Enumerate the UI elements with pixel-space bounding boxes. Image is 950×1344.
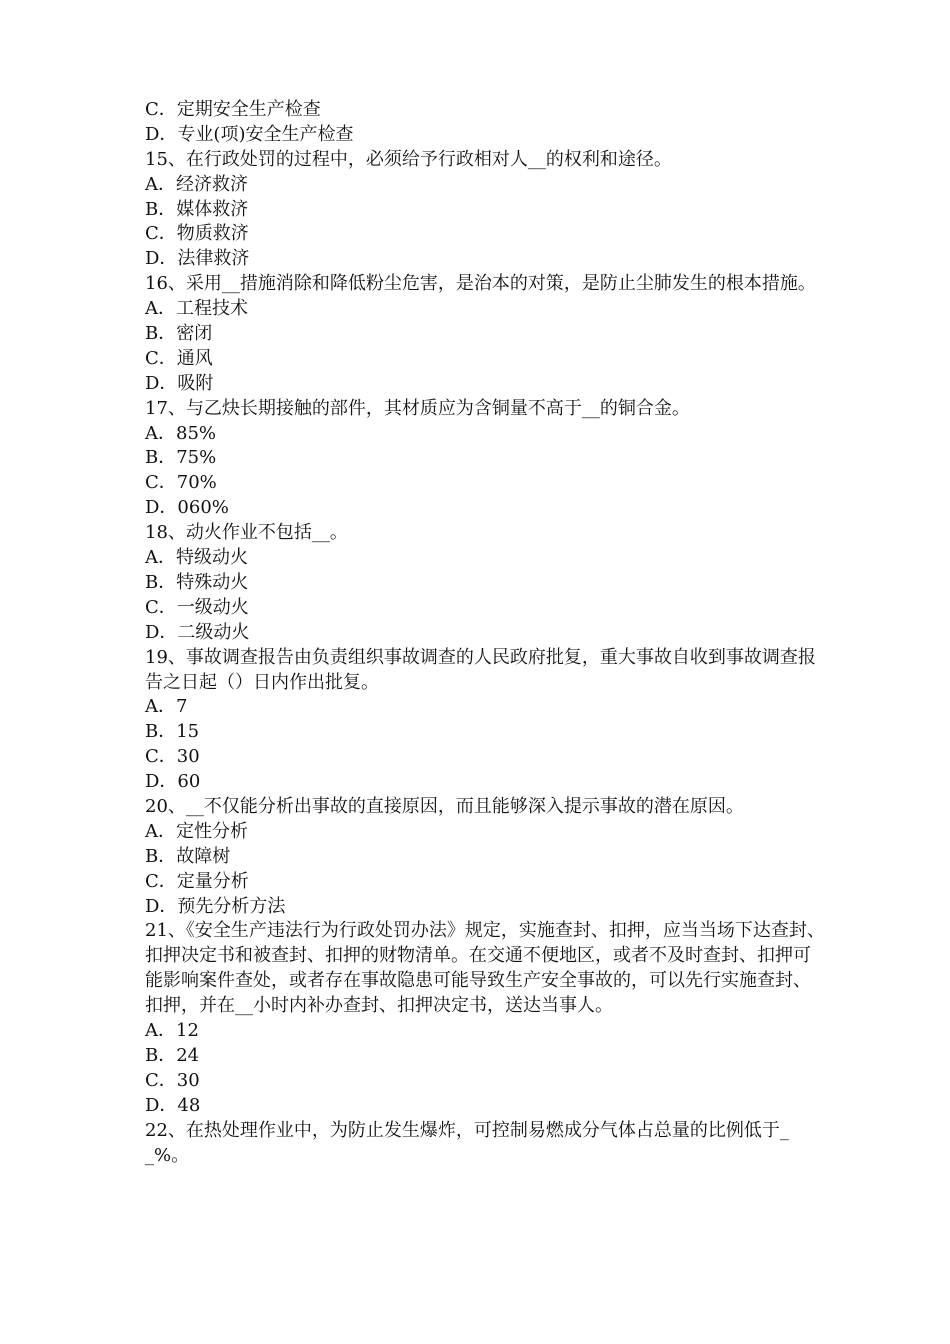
option-line: C．定量分析 [145, 870, 249, 892]
option-line: D．二级动火 [145, 621, 250, 643]
question-stem: 17、与乙炔长期接触的部件，其材质应为含铜量不高于__的铜合金。 [145, 397, 690, 419]
option-line: B．15 [145, 721, 200, 743]
option-line: C．30 [145, 1069, 200, 1091]
option-line: B．密闭 [145, 323, 213, 345]
option-line: D．60 [145, 771, 201, 793]
option-line: A．85% [145, 422, 217, 444]
option-line: A．7 [145, 696, 188, 718]
question-stem: 15、在行政处罚的过程中，必须给予行政相对人__的权利和途径。 [145, 148, 672, 170]
option-line: A．工程技术 [145, 298, 248, 320]
option-line: D．预先分析方法 [145, 895, 286, 917]
option-line: D．专业(项)安全生产检查 [145, 123, 354, 145]
option-line: B．特殊动火 [145, 571, 249, 593]
question-stem: 16、采用__措施消除和降低粉尘危害，是治本的对策，是防止尘肺发生的根本措施。 [145, 273, 816, 295]
option-line: D．48 [145, 1094, 201, 1116]
option-line: A．特级动火 [145, 547, 248, 569]
option-line: D．法律救济 [145, 248, 250, 270]
option-line: A．经济救济 [145, 173, 248, 195]
question-stem: 21、《安全生产违法行为行政处罚办法》规定，实施查封、扣押，应当当场下达查封、扣押决定书和被查封、扣押的财物清单。在交通不便地区，或者不及时查封、扣押可能影响案件查处，或者存在事故隐患可能导致生产安全事故的，可以先行实施查封、扣押，并在__小时内补办查封、扣押决定书，送达当事人。 [145, 920, 825, 1017]
question-stem: 20、__不仅能分析出事故的直接原因，而且能够深入提示事故的潜在原因。 [145, 795, 744, 817]
option-line: A．12 [145, 1020, 199, 1042]
option-line: B．24 [145, 1044, 200, 1066]
option-line: B．75% [145, 447, 217, 469]
question-stem: 18、动火作业不包括__。 [145, 522, 348, 544]
question-stem: 22、在热处理作业中，为防止发生爆炸，可控制易燃成分气体占总量的比例低于__%。 [145, 1119, 789, 1166]
option-line: A．定性分析 [145, 820, 248, 842]
option-line: C．物质救济 [145, 223, 249, 245]
option-line: C．通风 [145, 347, 213, 369]
option-line: B．媒体救济 [145, 198, 249, 220]
question-stem: 19、事故调查报告由负责组织事故调查的人民政府批复，重大事故自收到事故调查报告之日起（）日内作出批复。 [145, 646, 816, 693]
option-line: B．故障树 [145, 845, 231, 867]
option-line: C．30 [145, 746, 200, 768]
option-line: C．70% [145, 472, 217, 494]
option-line: D．060% [145, 497, 229, 519]
option-line: C．定期安全生产检查 [145, 99, 321, 120]
option-line: C．一级动火 [145, 596, 249, 618]
document-page [145, 98, 825, 1168]
option-line: D．吸附 [145, 372, 214, 394]
